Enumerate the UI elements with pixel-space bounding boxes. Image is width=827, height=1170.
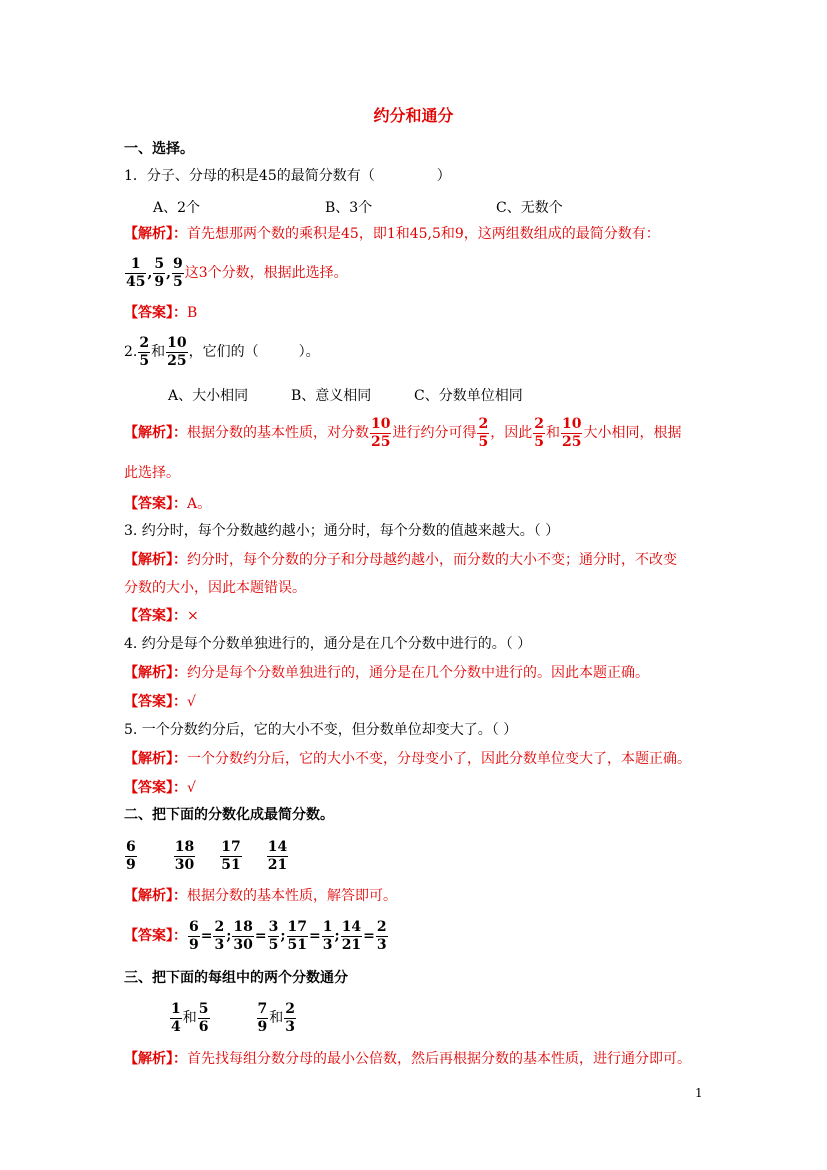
q2-analysis: 【解析】：根据分数的基本性质，对分数 $\frac{10}{25}$ 进行约分可得 $\frac{2}{5}$ ，因此 $\frac{2}{5}$ 和 $\frac{10}{25}$ 大小相同，根据 (124, 415, 682, 450)
question-2: 2. $\frac{2}{5}$ 和 $\frac{10}{25}$ ，它们的（ ）。 (124, 334, 320, 369)
question-3: 3. 约分时，每个分数越约越小；通分时，每个分数的值越来越大。（ ） (124, 523, 560, 539)
answer-value: B (187, 305, 198, 321)
question-1-text: 1．分子、分母的积是45的最简分数有（ (124, 168, 375, 184)
q2-answer: 【答案】：A。 (124, 496, 212, 512)
s2-fraction-list: $\frac{6}{9}$ $\frac{18}{30}$ $\frac{17}{51}$ $\frac{14}{21}$ (126, 838, 288, 873)
s3-analysis: 【解析】：首先找每组分数分母的最小公倍数，然后再根据分数的基本性质，进行通分即可。 (124, 1051, 691, 1067)
analysis-label: 【解析】： (124, 226, 187, 242)
analysis-text: 首先想那两个数的乘积是45，即1和45,5和9，这两组数组成的最简分数有： (187, 226, 660, 242)
q2-option-a: A、大小相同 (168, 388, 249, 404)
fraction: $\frac{9}{5}$ (172, 255, 183, 290)
question-1-close: ） (436, 168, 451, 184)
section-2-heading: 二、把下面的分数化成最简分数。 (124, 807, 334, 823)
fraction: $\frac{10}{25}$ (167, 334, 187, 369)
q1-option-c: C、无数个 (496, 200, 563, 216)
analysis-tail: 这3个分数，根据此选择。 (184, 265, 348, 281)
question-4: 4. 约分是每个分数单独进行的，通分是在几个分数中进行的。（ ） (124, 636, 532, 652)
q4-analysis: 【解析】：约分是每个分数单独进行的，通分是在几个分数中进行的。因此本题正确。 (124, 665, 649, 681)
s2-answer: 【答案】： $\frac{6}{9}$ = $\frac{2}{3}$ ; $\frac{18}{30}$ = $\frac{3}{5}$ ; $\frac{17}{51}$ = $\frac{1}{3}$ ; $\frac{14}{21}$ = $\frac{2}{3}$ (124, 918, 387, 953)
s2-analysis: 【解析】：根据分数的基本性质，解答即可。 (124, 888, 397, 904)
q3-analysis-cont: 分数的大小，因此本题错误。 (124, 580, 306, 596)
q4-answer: 【答案】：√ (124, 694, 196, 710)
page-title: 约分和通分 (373, 106, 454, 125)
q1-option-a: A、2个 (153, 200, 201, 216)
q1-option-b: B、3个 (325, 200, 373, 216)
fraction: $\frac{1}{45}$ (126, 255, 146, 290)
q2-option-c: C、分数单位相同 (414, 388, 523, 404)
q1-analysis (124, 224, 660, 244)
page-number: 1 (695, 1086, 703, 1100)
question-5: 5. 一个分数约分后，它的大小不变，但分数单位却变大了。（ ） (124, 722, 518, 738)
fraction: $\frac{2}{5}$ (139, 334, 150, 369)
answer-label: 【答案】： (124, 305, 187, 321)
q5-answer: 【答案】：√ (124, 780, 196, 796)
fraction: $\frac{5}{9}$ (154, 255, 165, 290)
q1-answer (124, 303, 197, 323)
s3-groups: $\frac{1}{4}$ 和 $\frac{5}{6}$ $\frac{7}{9}$ 和 $\frac{2}{3}$ (171, 1000, 295, 1035)
q1-analysis-fractions: $\frac{1}{45}$ , $\frac{5}{9}$ , $\frac{9}{5}$ 这3个分数，根据此选择。 (126, 255, 348, 290)
q3-analysis: 【解析】：约分时，每个分数的分子和分母越约越小，而分数的大小不变；通分时，不改变 (124, 552, 677, 568)
question-1 (124, 166, 451, 186)
q3-answer: 【答案】：× (124, 608, 199, 624)
q2-option-b: B、意义相同 (291, 388, 372, 404)
q2-analysis-cont: 此选择。 (124, 465, 180, 481)
section-3-heading: 三、把下面的每组中的两个分数通分 (124, 970, 348, 986)
section-1-heading: 一、选择。 (124, 141, 194, 157)
q5-analysis: 【解析】：一个分数约分后，它的大小不变，分母变小了，因此分数单位变大了，本题正确。 (124, 751, 691, 767)
